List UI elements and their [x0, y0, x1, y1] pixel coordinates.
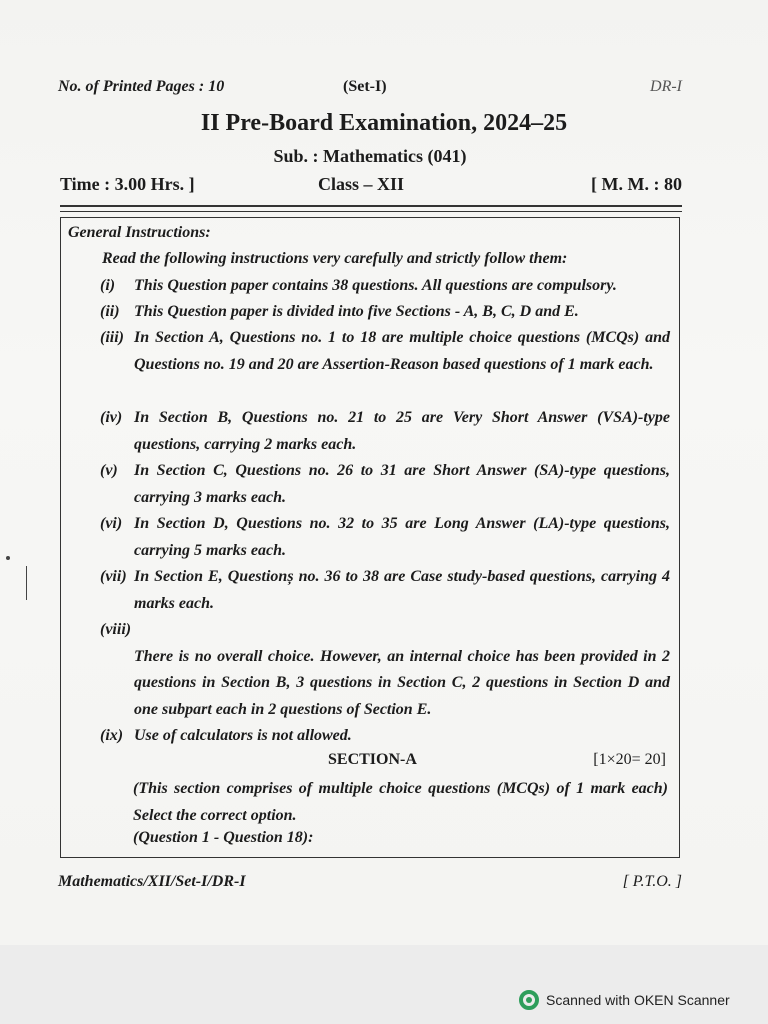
instruction-text: In Section D, Questions no. 32 to 35 are Long Answer (LA)-type questions, carrying 5 marks each. — [134, 515, 670, 559]
instruction-number: (ii) — [100, 303, 120, 320]
instruction-number: (ix) — [100, 727, 124, 744]
class-label: Class – XII — [318, 174, 405, 194]
general-instructions-heading: General Instructions: — [68, 224, 211, 241]
instruction-item — [100, 564, 670, 617]
instruction-item — [100, 273, 670, 300]
scanner-label: Scanned with OKEN Scanner — [546, 992, 730, 1008]
section-marks: [1×20= 20] — [593, 751, 666, 768]
instruction-item — [100, 511, 670, 564]
instructions-box-bottom-rule — [60, 857, 680, 858]
instruction-text: This Question paper contains 38 questions. All questions are compulsory. — [134, 277, 617, 294]
section-a-heading — [60, 751, 680, 775]
instruction-text: In Section B, Questions no. 21 to 25 are Very Short Answer (VSA)-type questions, carrying 2 marks each. — [134, 409, 670, 453]
instruction-text: In Section A, Questions no. 1 to 18 are multiple choice questions (MCQs) and Questions no. 19 and 20 are Assertion-Reason based questions of 1 mark each. — [134, 329, 670, 373]
instruction-item — [100, 299, 670, 326]
scanner-watermark — [518, 988, 730, 1012]
subject-line: Sub. : Mathematics (041) — [273, 146, 467, 166]
top-header-row — [58, 78, 682, 100]
instruction-item — [100, 723, 670, 750]
instruction-number: (vii) — [100, 568, 127, 585]
paper-code: DR-I — [650, 78, 682, 95]
instruction-number: (iv) — [100, 409, 123, 426]
oken-scanner-logo-icon — [518, 989, 540, 1011]
instruction-text: In Section C, Questions no. 26 to 31 are Short Answer (SA)-type questions, carrying 3 marks each. — [134, 462, 670, 506]
margin-dot-mark — [6, 556, 10, 560]
instruction-text: Use of calculators is not allowed. — [134, 727, 352, 744]
instruction-number: (iii) — [100, 329, 124, 346]
instruction-number: (vi) — [100, 515, 123, 532]
max-marks-label: [ M. M. : 80 — [591, 174, 682, 194]
margin-pencil-mark — [26, 566, 27, 600]
section-a-question-range: (Question 1 - Question 18): — [133, 829, 314, 846]
instruction-text: There is no overall choice. However, an internal choice has been provided in 2 questions in Section B, 3 questions in Section C, 2 questions in Section D and one subpart each in 2 questions of Section E. — [134, 647, 670, 718]
header-divider — [60, 205, 682, 212]
instruction-item — [100, 617, 670, 723]
page-footer — [58, 873, 682, 895]
instruction-item — [100, 405, 670, 458]
instruction-text: This Question paper is divided into five Sections - A, B, C, D and E. — [134, 303, 579, 320]
instruction-number: (viii) — [100, 621, 132, 638]
instruction-text: In Section E, Questionș no. 36 to 38 are Case study-based questions, carrying 4 marks each. — [134, 568, 670, 612]
instruction-number: (v) — [100, 462, 118, 479]
instruction-item — [100, 458, 670, 511]
instruction-number: (i) — [100, 277, 116, 294]
printed-pages: No. of Printed Pages : 10 — [58, 78, 225, 95]
footer-paper-id: Mathematics/XII/Set-I/DR-I — [58, 873, 246, 890]
time-label: Time : 3.00 Hrs. ] — [60, 174, 195, 194]
meta-row — [60, 174, 682, 198]
instructions-lead: Read the following instructions very carefully and strictly follow them: — [102, 250, 568, 267]
section-a-description: (This section comprises of multiple choice questions (MCQs) of 1 mark each) Select the correct option. — [133, 780, 668, 824]
instruction-item — [100, 325, 670, 378]
footer-pto: [ P.T.O. ] — [622, 873, 682, 890]
exam-title: II Pre-Board Examination, 2024–25 — [200, 110, 568, 136]
set-label: (Set-I) — [343, 78, 387, 95]
section-name: SECTION-A — [328, 751, 417, 768]
